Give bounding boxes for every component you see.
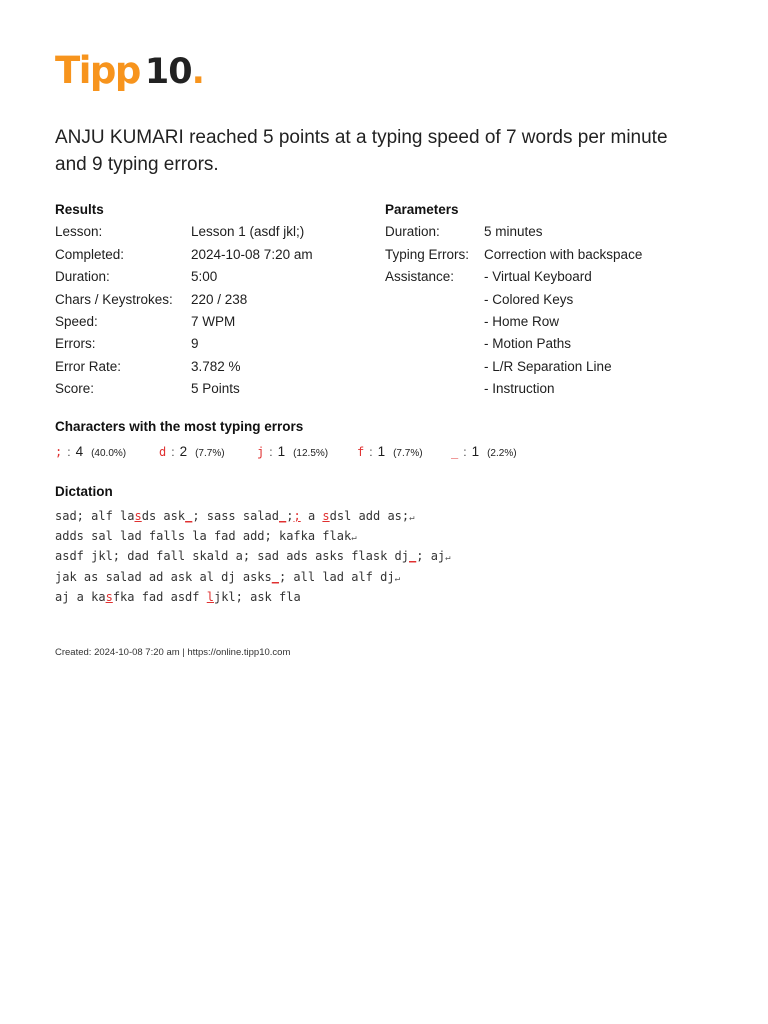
logo-tipp: Tipp: [55, 49, 140, 92]
parameters-row: [385, 333, 572, 355]
dictation-segment: dsl add as;: [329, 509, 410, 523]
dictation-segment: ; sass salad: [192, 509, 280, 523]
parameters-value: - L/R Separation Line: [484, 358, 612, 374]
parameters-value: - Instruction: [484, 381, 555, 397]
error-char-separator: :: [269, 445, 273, 459]
results-value: 5 Points: [191, 381, 240, 397]
dictation-error-char: _: [271, 569, 279, 584]
parameters-label: Typing Errors:: [385, 246, 470, 262]
error-char-percent: (2.2%): [487, 448, 517, 459]
error-char-count: 1: [277, 444, 286, 459]
return-icon: ↵: [351, 533, 357, 544]
parameters-row: [385, 311, 560, 333]
error-char-item: [55, 443, 126, 461]
result-summary: ANJU KUMARI reached 5 points at a typing speed of 7 words per minute and 9 typing errors.: [55, 127, 668, 175]
error-char-separator: :: [463, 445, 467, 459]
results-label: Error Rate:: [55, 358, 122, 374]
parameters-row: [385, 266, 592, 288]
dictation-line: [55, 526, 451, 546]
parameters-value: - Virtual Keyboard: [484, 269, 592, 285]
error-chars-heading: Characters with the most typing errors: [55, 419, 304, 434]
parameters-section: [385, 199, 643, 401]
results-label: Completed:: [55, 246, 125, 262]
logo-dot: .: [191, 52, 205, 92]
results-row: [55, 356, 241, 378]
results-label: Chars / Keystrokes:: [55, 291, 173, 307]
parameters-row: [385, 356, 612, 378]
results-label: Lesson:: [55, 224, 103, 240]
error-char-percent: (7.7%): [195, 448, 225, 459]
results-label: Duration:: [55, 269, 110, 285]
results-label: Errors:: [55, 336, 96, 352]
dictation-segment: fka fad asdf: [112, 589, 207, 604]
results-heading: Results: [55, 202, 104, 217]
results-row: [55, 244, 313, 266]
dictation-segment: asdf jkl; dad fall skald a; sad ads asks flask dj: [55, 549, 410, 564]
error-char-separator: :: [67, 445, 71, 459]
dictation-line: [55, 567, 451, 587]
error-char-percent: (12.5%): [293, 448, 329, 459]
dictation-line: [55, 546, 451, 566]
dictation-error-char: _: [409, 549, 417, 564]
results-row: [55, 221, 305, 243]
results-list: [55, 221, 313, 400]
return-icon: ↵: [445, 553, 451, 564]
results-row: [55, 333, 199, 355]
dictation-error-char: _: [279, 509, 287, 523]
results-value: 3.782 %: [191, 358, 241, 374]
dictation-segment: adds sal lad falls la fad add; kafka flak: [55, 529, 352, 544]
error-char-item: [357, 443, 423, 461]
parameters-value: - Motion Paths: [484, 336, 572, 352]
footer-created: Created: 2024-10-08 7:20 am | https://online.tipp10.com: [55, 647, 291, 658]
dictation-segment: jak as salad ad ask al dj asks: [55, 569, 272, 584]
dictation-segment: ; all lad alf dj: [278, 569, 395, 584]
results-row: [55, 266, 218, 288]
parameters-value: 5 minutes: [484, 224, 543, 240]
parameters-row: [385, 244, 643, 266]
dictation-segment: ;: [286, 509, 294, 523]
dictation-error-char: s: [322, 509, 330, 523]
dictation-segment: ; aj: [416, 549, 446, 564]
dictation-heading: Dictation: [55, 484, 113, 499]
error-char-separator: :: [171, 445, 175, 459]
parameters-label: Duration:: [385, 224, 440, 240]
dictation-error-char: s: [134, 509, 142, 523]
error-char-item: [159, 443, 225, 461]
error-char: _: [451, 445, 459, 459]
error-char-separator: :: [369, 445, 373, 459]
parameters-heading: Parameters: [385, 202, 459, 217]
results-row: [55, 378, 240, 400]
return-icon: ↵: [394, 573, 400, 584]
dictation-segment: sad; alf la: [55, 509, 135, 523]
error-char-count: 2: [179, 444, 188, 459]
tipp10-logo: [55, 49, 205, 92]
dictation-segment: aj a ka: [55, 589, 106, 604]
dictation-error-char: s: [105, 589, 113, 604]
results-value: 9: [191, 336, 199, 352]
parameters-row: [385, 289, 574, 311]
parameters-value: Correction with backspace: [484, 246, 643, 262]
error-chars-list: [55, 443, 675, 463]
results-row: [55, 289, 248, 311]
results-value: 2024-10-08 7:20 am: [191, 246, 313, 262]
results-value: 220 / 238: [191, 291, 248, 307]
error-char-count: 1: [377, 444, 386, 459]
dictation-segment: ds ask: [141, 509, 186, 523]
dictation-segment: a: [300, 509, 323, 523]
logo-ten: 10: [144, 52, 192, 92]
dictation-error-char: _: [185, 509, 193, 523]
error-char: d: [159, 445, 167, 459]
dictation-line: [55, 506, 451, 526]
dictation-text: [55, 506, 451, 607]
results-value: 7 WPM: [191, 313, 236, 329]
dictation-line: [55, 587, 451, 607]
results-section: [55, 199, 313, 401]
error-char-item: [451, 443, 517, 461]
parameters-value: - Home Row: [484, 313, 560, 329]
dictation-segment: jkl; ask fla: [213, 589, 301, 604]
results-value: 5:00: [191, 269, 218, 285]
error-char: j: [257, 445, 265, 459]
parameters-label: Assistance:: [385, 269, 455, 285]
parameters-row: [385, 378, 555, 400]
dictation-error-char: ;: [293, 509, 301, 523]
dictation-error-char: l: [206, 589, 214, 604]
error-char: f: [357, 445, 365, 459]
parameters-list: [385, 221, 643, 400]
parameters-value: - Colored Keys: [484, 291, 574, 307]
error-char-count: 1: [471, 444, 480, 459]
error-char: ;: [55, 445, 63, 459]
error-char-item: [257, 443, 328, 461]
results-label: Score:: [55, 381, 95, 397]
results-row: [55, 311, 236, 333]
error-char-percent: (7.7%): [393, 448, 423, 459]
return-icon: ↵: [409, 513, 415, 523]
error-char-count: 4: [75, 444, 84, 459]
parameters-row: [385, 221, 543, 243]
error-char-percent: (40.0%): [91, 448, 127, 459]
results-label: Speed:: [55, 313, 98, 329]
results-value: Lesson 1 (asdf jkl;): [191, 224, 305, 240]
